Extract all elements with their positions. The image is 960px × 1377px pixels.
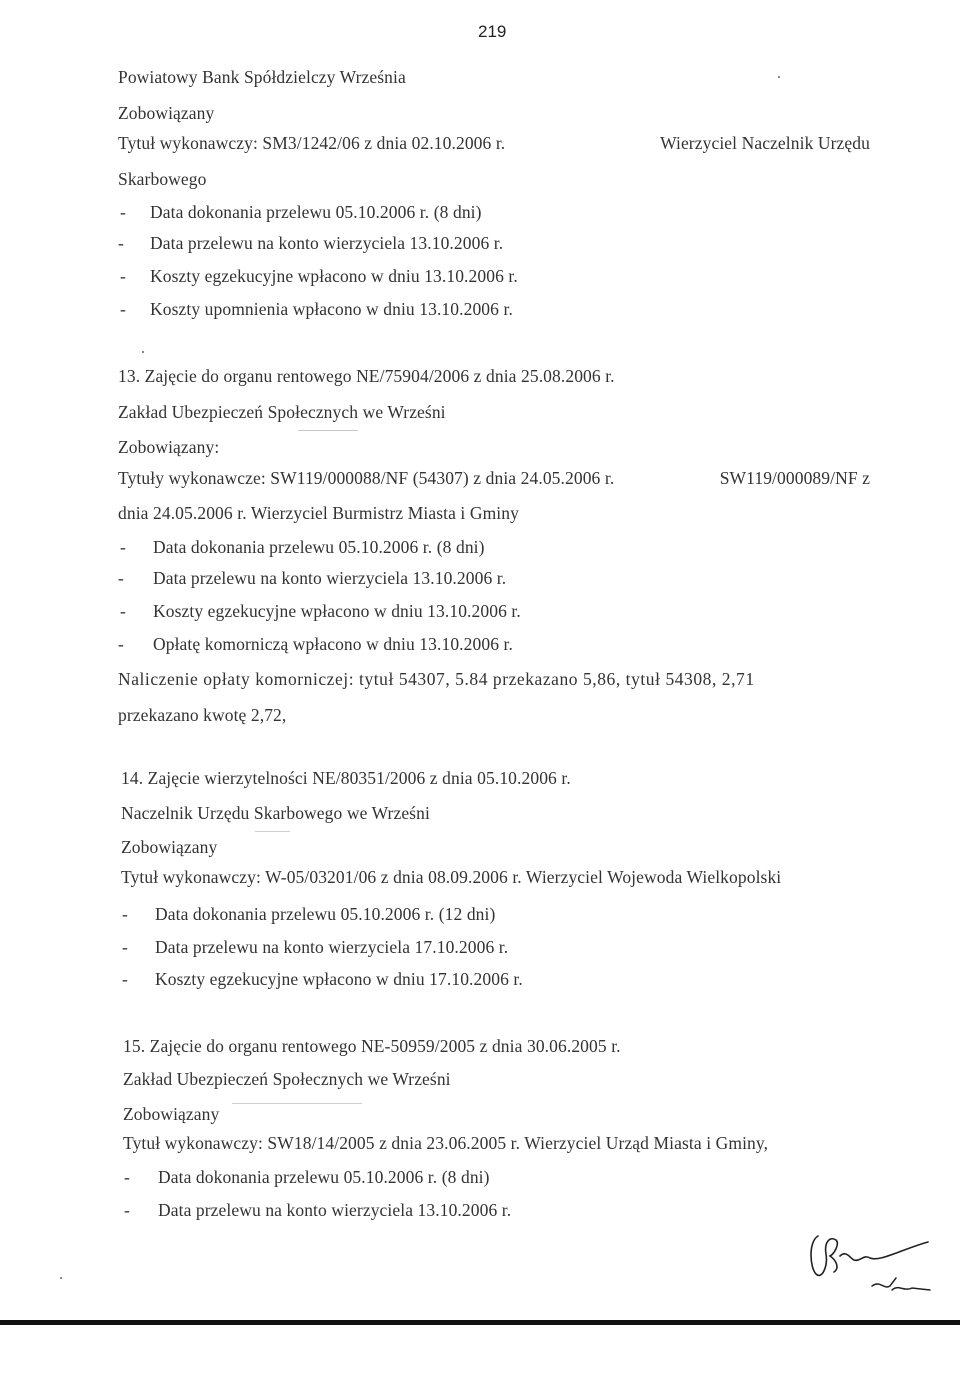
title-line: Tytuł wykonawczy: W-05/03201/06 z dnia 08.09.2006 r. Wierzyciel Wojewoda Wielkopolski <box>121 867 782 887</box>
scan-speck <box>60 1277 62 1279</box>
title-line <box>118 132 870 154</box>
list-item: Data przelewu na konto wierzyciela 13.10.2006 r. <box>150 233 504 253</box>
obligor-label: Zobowiązany <box>123 1104 220 1124</box>
section-heading: 15. Zajęcie do organu rentowego NE-50959/2005 z dnia 30.06.2005 r. <box>123 1036 621 1056</box>
list-marker: - <box>122 969 128 989</box>
list-marker: - <box>122 904 128 924</box>
obligor-label: Zobowiązany: <box>118 437 220 457</box>
list-marker: - <box>118 634 124 654</box>
obligor-label: Zobowiązany <box>121 837 218 857</box>
list-item: Koszty egzekucyjne wpłacono w dniu 13.10.2006 r. <box>153 601 521 621</box>
page-number: 219 <box>478 22 507 41</box>
list-item: Opłatę komorniczą wpłacono w dniu 13.10.2006 r. <box>153 634 513 654</box>
list-marker: - <box>120 601 126 621</box>
list-item: Data dokonania przelewu 05.10.2006 r. (8 dni) <box>150 202 482 222</box>
list-marker: - <box>122 937 128 957</box>
list-item: Data przelewu na konto wierzyciela 13.10.2006 r. <box>158 1200 512 1220</box>
list-marker: - <box>120 537 126 557</box>
section-heading: 14. Zajęcie wierzytelności NE/80351/2006 z dnia 05.10.2006 r. <box>121 768 571 788</box>
scan-artifact <box>298 430 358 431</box>
obligor-label: Zobowiązany <box>118 103 215 123</box>
list-item: Data przelewu na konto wierzyciela 13.10.2006 r. <box>153 568 507 588</box>
list-item: Koszty egzekucyjne wpłacono w dniu 13.10.2006 r. <box>150 266 518 286</box>
fee-line-continuation: przekazano kwotę 2,72, <box>118 705 287 725</box>
list-item: Koszty upomnienia wpłacono w dniu 13.10.2006 r. <box>150 299 513 319</box>
scan-speck <box>142 351 144 353</box>
title-line: Tytuł wykonawczy: SW18/14/2005 z dnia 23.06.2005 r. Wierzyciel Urząd Miasta i Gminy, <box>123 1133 769 1153</box>
scan-artifact <box>232 1103 362 1104</box>
title-line-left: Tytuł wykonawczy: SM3/1242/06 z dnia 02.10.2006 r. <box>118 133 506 153</box>
section-heading: 13. Zajęcie do organu rentowego NE/75904/2006 z dnia 25.08.2006 r. <box>118 366 615 386</box>
institution-name: Zakład Ubezpieczeń Społecznych we Wrześni <box>123 1069 451 1089</box>
bottom-rule <box>0 1320 960 1325</box>
list-item: Data przelewu na konto wierzyciela 17.10.2006 r. <box>155 937 509 957</box>
title-line-right: Wierzyciel Naczelnik Urzędu <box>660 133 870 153</box>
titles-line-right: SW119/000089/NF z <box>719 468 870 488</box>
institution-name: Naczelnik Urzędu Skarbowego we Wrześni <box>121 803 430 823</box>
institution-name: Zakład Ubezpieczeń Społecznych we Wrześni <box>118 402 446 422</box>
list-marker: - <box>118 568 124 588</box>
list-item: Koszty egzekucyjne wpłacono w dniu 17.10.2006 r. <box>155 969 523 989</box>
titles-line-continuation: dnia 24.05.2006 r. Wierzyciel Burmistrz Miasta i Gminy <box>118 503 519 523</box>
list-marker: - <box>124 1167 130 1187</box>
list-item: Data dokonania przelewu 05.10.2006 r. (8 dni) <box>158 1167 490 1187</box>
scan-artifact <box>255 831 290 832</box>
list-marker: - <box>120 299 126 319</box>
bank-name: Powiatowy Bank Spółdzielczy Września <box>118 67 406 87</box>
scan-speck <box>778 76 780 78</box>
handwritten-signature <box>800 1228 940 1313</box>
list-marker: - <box>120 266 126 286</box>
signature-icon <box>800 1228 940 1308</box>
titles-line-left: Tytuły wykonawcze: SW119/000088/NF (54307) z dnia 24.05.2006 r. <box>118 468 615 488</box>
titles-line <box>118 467 870 489</box>
title-line-continuation: Skarbowego <box>118 169 207 189</box>
list-item: Data dokonania przelewu 05.10.2006 r. (8 dni) <box>153 537 485 557</box>
list-marker: - <box>118 233 124 253</box>
list-marker: - <box>124 1200 130 1220</box>
list-item: Data dokonania przelewu 05.10.2006 r. (12 dni) <box>155 904 496 924</box>
fee-line: Naliczenie opłaty komorniczej: tytuł 54307, 5.84 przekazano 5,86, tytuł 54308, 2,71 <box>118 669 755 689</box>
list-marker: - <box>120 202 126 222</box>
